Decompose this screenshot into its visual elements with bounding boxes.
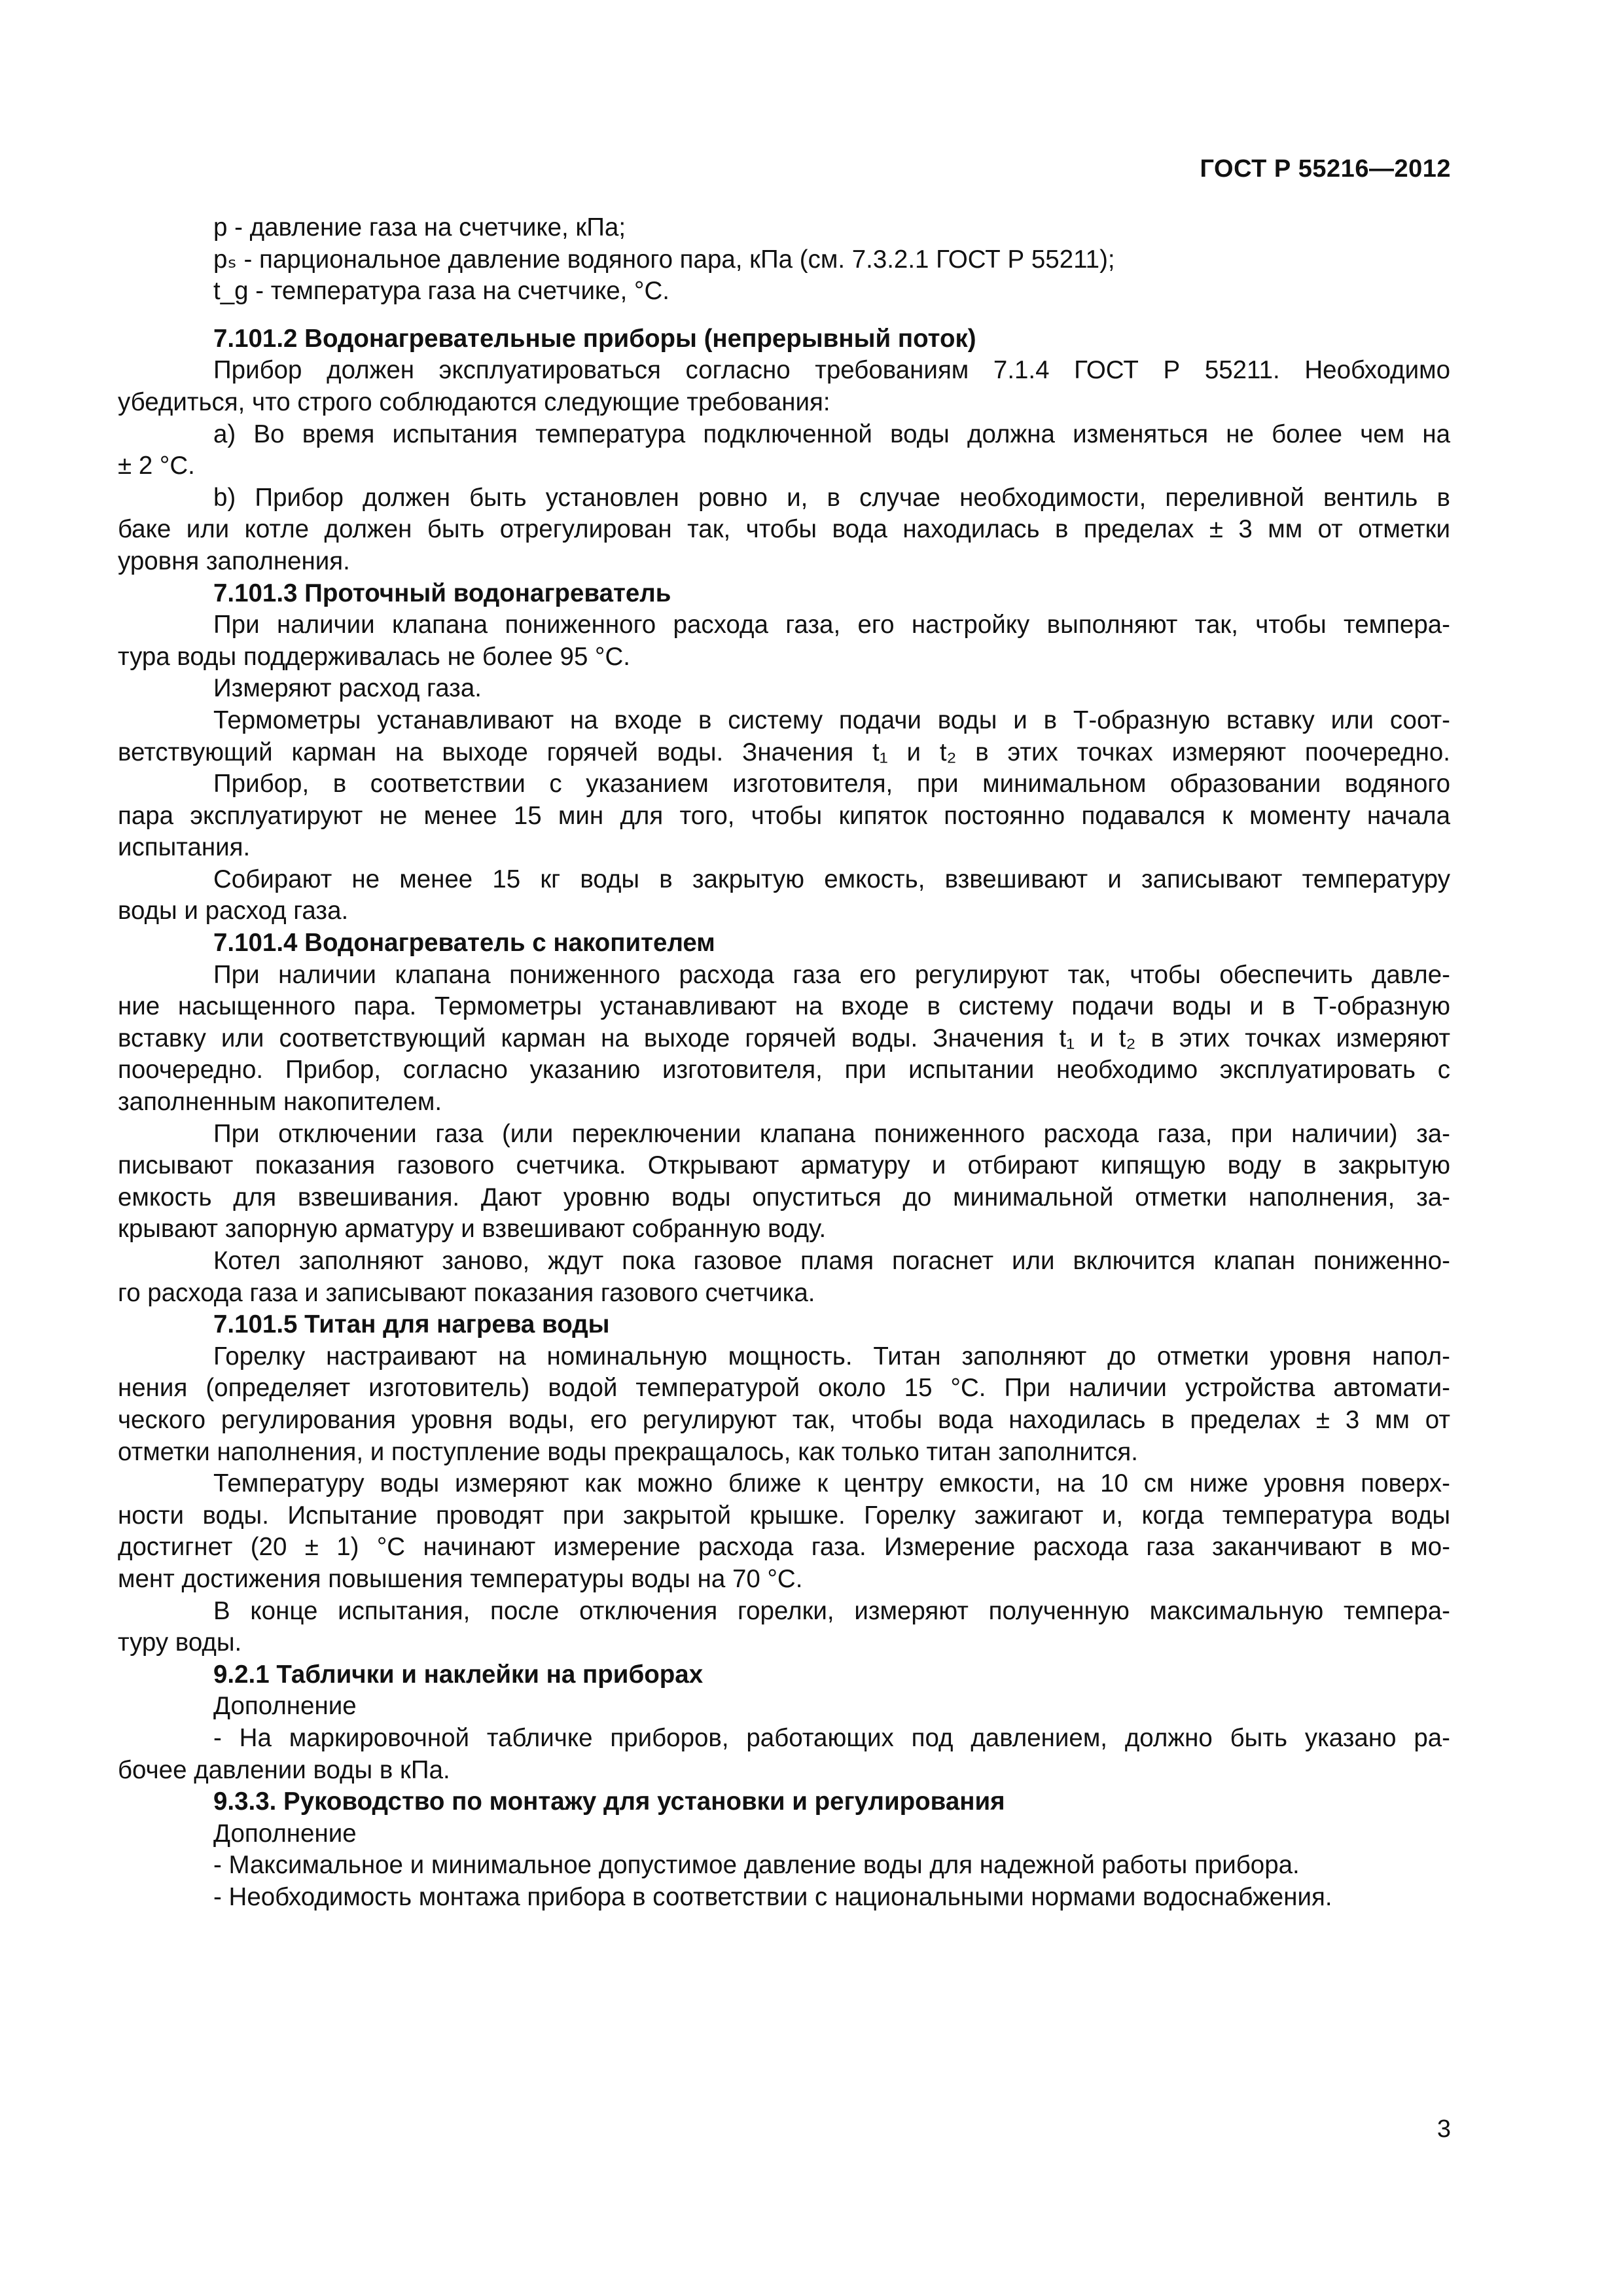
text-line: Горелку настраивают на номинальную мощность. Титан заполняют до отметки уровня напол-	[213, 1342, 1450, 1371]
text-line: баке или котле должен быть отрегулирован так, чтобы вода находилась в пределах ± 3 мм от отметки	[118, 515, 1450, 544]
document-code-header: ГОСТ Р 55216—2012	[1200, 155, 1451, 183]
document-body	[118, 212, 1450, 1913]
text-line: вставку или соответствующий карман на выходе горячей воды. Значения t₁ и t₂ в этих точках измеряют	[118, 1024, 1450, 1052]
text-line: пара эксплуатируют не менее 15 мин для того, чтобы кипяток постоянно подавался к моменту начала	[118, 801, 1450, 830]
text-line: крывают запорную арматуру и взвешивают собранную воду.	[118, 1215, 827, 1244]
text-line: Прибор, в соответствии с указанием изготовителя, при минимальном образовании водяного	[213, 770, 1450, 798]
text-line: Термометры устанавливают на входе в систему подачи воды и в Т-образную вставку или соот-	[213, 706, 1450, 734]
text-line: го расхода газа и записывают показания газового счетчика.	[118, 1278, 815, 1307]
text-line: ± 2 °С.	[118, 452, 195, 480]
text-line: бочее давлении воды в кПа.	[118, 1755, 450, 1784]
section-heading: 7.101.5 Титан для нагрева воды	[213, 1310, 610, 1339]
spacer	[118, 308, 1450, 323]
section-heading: 7.101.3 Проточный водонагреватель	[213, 579, 671, 607]
section-heading: 9.2.1 Таблички и наклейки на приборах	[213, 1660, 704, 1689]
text-line: тура воды поддерживалась не более 95 °С.	[118, 642, 630, 671]
text-line: При наличии клапана пониженного расхода газа его регулируют так, чтобы обеспечить давле-	[213, 960, 1450, 989]
text-line: При наличии клапана пониженного расхода газа, его настройку выполняют так, чтобы темпера-	[213, 611, 1450, 639]
text-line: заполненным накопителем.	[118, 1088, 442, 1117]
text-line: уровня заполнения.	[118, 547, 350, 575]
page-number: 3	[1436, 2115, 1451, 2143]
text-line: туру воды.	[118, 1628, 242, 1657]
text-line: В конце испытания, после отключения горелки, измеряют полученную максимальную темпера-	[213, 1596, 1450, 1625]
text-line: При отключении газа (или переключении клапана пониженного расхода газа, при наличии) за-	[213, 1119, 1450, 1148]
text-line: Собирают не менее 15 кг воды в закрытую емкость, взвешивают и записывают температуру	[213, 865, 1450, 893]
text-line: отметки наполнения, и поступление воды прекращалось, как только титан заполнится.	[118, 1437, 1138, 1466]
text-line: достигнет (20 ± 1) °С начинают измерение расхода газа. Измерение расхода газа заканчивают в мо-	[118, 1533, 1450, 1562]
text-line: писывают показания газового счетчика. Открывают арматуру и отбирают кипящую воду в закрытую	[118, 1151, 1450, 1180]
text-line: испытания.	[118, 833, 251, 862]
text-line: ности воды. Испытание проводят при закрытой крышке. Горелку зажигают и, когда температура воды	[118, 1501, 1450, 1530]
text-line: t_g - температура газа на счетчике, °С.	[213, 277, 669, 306]
text-line: убедиться, что строго соблюдаются следующие требования:	[118, 387, 830, 416]
text-line: - Максимальное и минимальное допустимое давление воды для надежной работы прибора.	[213, 1851, 1300, 1880]
text-line: Измеряют расход газа.	[213, 674, 482, 703]
text-line: - На маркировочной табличке приборов, работающих под давлением, должно быть указано ра-	[213, 1723, 1450, 1752]
text-line: Прибор должен эксплуатироваться согласно требованиям 7.1.4 ГОСТ Р 55211. Необходимо	[213, 356, 1450, 385]
text-line: - Необходимость монтажа прибора в соответствии с национальными нормами водоснабжения.	[213, 1882, 1332, 1911]
text-line: нения (определяет изготовитель) водой температурой около 15 °С. При наличии устройства автомати-	[118, 1374, 1450, 1403]
text-line: а) Во время испытания температура подключенной воды должна изменяться не более чем на	[213, 420, 1450, 448]
text-line: емкость для взвешивания. Дают уровню воды опуститься до минимальной отметки наполнения, за-	[118, 1183, 1450, 1211]
section-heading: 7.101.2 Водонагревательные приборы (непрерывный поток)	[213, 324, 976, 353]
text-line: мент достижения повышения температуры воды на 70 °С.	[118, 1564, 803, 1593]
text-line: ческого регулирования уровня воды, его регулируют так, чтобы вода находилась в пределах ± 3 мм от	[118, 1405, 1450, 1434]
text-line: поочередно. Прибор, согласно указанию изготовителя, при испытании необходимо эксплуатировать с	[118, 1056, 1450, 1085]
text-line: ветствующий карман на выходе горячей воды. Значения t₁ и t₂ в этих точках измеряют поочередно.	[118, 738, 1450, 766]
text-line: воды и расход газа.	[118, 897, 349, 925]
text-line: Температуру воды измеряют как можно ближе к центру емкости, на 10 см ниже уровня поверх-	[213, 1469, 1450, 1498]
text-line: р - давление газа на счетчике, кПа;	[213, 213, 626, 242]
section-heading: 7.101.4 Водонагреватель с накопителем	[213, 929, 715, 958]
section-heading: 9.3.3. Руководство по монтажу для установки и регулирования	[213, 1787, 1005, 1816]
text-line: Котел заполняют заново, ждут пока газовое пламя погаснет или включится клапан пониженно-	[213, 1247, 1450, 1275]
text-line: Дополнение	[213, 1819, 357, 1848]
text-line: ние насыщенного пара. Термометры устанавливают на входе в систему подачи воды и в Т-образную	[118, 992, 1450, 1021]
text-line: pₛ - парциональное давление водяного пара, кПа (см. 7.3.2.1 ГОСТ Р 55211);	[213, 245, 1115, 274]
text-line: b) Прибор должен быть установлен ровно и, в случае необходимости, переливной вентиль в	[213, 483, 1450, 512]
text-line: Дополнение	[213, 1692, 357, 1721]
